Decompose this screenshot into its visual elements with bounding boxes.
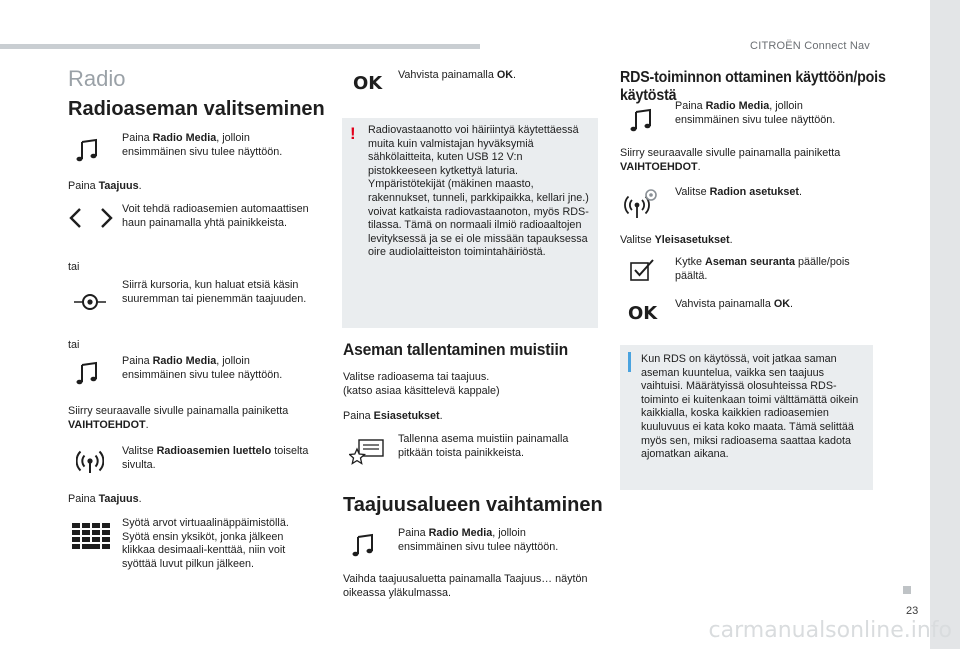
save-reference: (katso asiaa käsittelevä kappale) — [343, 385, 500, 397]
header-rule — [0, 44, 480, 49]
heading-rds: RDS-toiminnon ottaminen käyttöön/pois käytöstä — [620, 69, 886, 104]
heading-save-station: Aseman tallentaminen muistiin — [343, 340, 568, 359]
chevrons-icon — [68, 206, 116, 230]
step-confirm-ok: Vahvista painamalla OK. — [398, 69, 517, 81]
watermark: carmanualsonline.info — [708, 618, 952, 643]
step-radio-media: Paina Radio Media, jolloin ensimmäinen sivu tulee näyttöön. — [398, 527, 559, 553]
brand-label: CITROËN Connect Nav — [750, 40, 870, 52]
music-note-icon — [628, 108, 654, 134]
radio-signal-icon — [76, 447, 104, 475]
step-radio-settings: Valitse Radion asetukset. — [675, 186, 803, 198]
heading-change-band: Taajuusalueen vaihtaminen — [343, 494, 603, 516]
music-note-icon — [74, 361, 100, 387]
music-note-icon — [350, 533, 376, 559]
line-options: Siirry seuraavalle sivulle painamalla painiketta VAIHTOEHDOT. — [68, 405, 289, 431]
step-long-press-save: Tallenna asema muistiin painamalla pitkään toista painikkeista. — [398, 433, 569, 459]
step-confirm-ok: Vahvista painamalla OK. — [675, 298, 794, 310]
step-station-tracking: Kytke Aseman seuranta päälle/pois päältä. — [675, 256, 850, 282]
or-label: tai — [68, 339, 80, 351]
step-station-list: Valitse Radioasemien luettelo toiselta sivulta. — [122, 445, 309, 471]
line-presets: Paina Esiasetukset. — [343, 410, 443, 422]
section-title: Radio — [68, 66, 126, 91]
info-icon — [628, 352, 631, 372]
warning-text: Radiovastaanotto voi häiriintyä käytettäessä muita kuin valmistajan hyväksymiä sähkölaitteita, kuten USB 12 V:n pistokkeeseen kytkettyä laturia. Ympäristötekijät (mäkinen maasto, rakennukset, tunneli, parkkipaikka, kellari jne.) voivat katkaista radiovastaanoton, myös RDS-tilassa. Tämä on normaali ilmiö radioaaltojen levityksessä ja se ei ole missään tapauksessa oire audiolaitteiston toimintahäiriöstä. — [368, 124, 589, 259]
line-taajuus: Paina Taajuus. — [68, 493, 142, 505]
section-end-marker — [903, 586, 911, 594]
band-change-instruction: Vaihda taajuusaluetta painamalla Taajuus… näytön oikeassa yläkulmassa. — [343, 573, 588, 599]
step-auto-search: Voit tehdä radioasemien automaattisen haun painamalla yhtä painikkeista. — [122, 203, 309, 229]
slider-cursor-icon — [74, 290, 106, 314]
step-virtual-keyboard: Syötä arvot virtuaalinäppäimistöllä. Syötä ensin yksiköt, jonka jälkeen klikkaa desimaali-kenttää, niin voit syöttää luvut pilkun jälkeen. — [122, 517, 289, 570]
step-radio-media: Paina Radio Media, jolloin ensimmäinen sivu tulee näyttöön. — [122, 355, 283, 381]
page-edge-strip — [930, 0, 960, 649]
step-manual-search: Siirrä kursoria, kun haluat etsiä käsin suuremman tai pienemmän taajuuden. — [122, 279, 307, 305]
music-note-icon — [74, 138, 100, 164]
step-radio-media: Paina Radio Media, jolloin ensimmäinen sivu tulee näyttöön. — [122, 132, 283, 158]
warning-icon: ! — [350, 124, 356, 143]
step-radio-media: Paina Radio Media, jolloin ensimmäinen sivu tulee näyttöön. — [675, 100, 836, 126]
star-preset-icon — [349, 437, 385, 467]
checkbox-icon — [630, 258, 656, 282]
or-label: tai — [68, 261, 80, 273]
line-general-settings: Valitse Yleisasetukset. — [620, 234, 733, 246]
keypad-icon — [72, 523, 110, 551]
ok-icon: OK — [353, 73, 383, 94]
info-text: Kun RDS on käytössä, voit jatkaa saman aseman kuuntelua, vaikka sen taajuus vaihtuisi. Määrätyissä olosuhteissa RDS-toiminto ei kuitenkaan toimi välttämättä oikein kaikkialla, koska kaikkien radioasemien kuuluvuus ei kata koko maata. Tämä selittää myös sen, miksi radioasema saattaa kadota ajomatkan aikana. — [641, 353, 859, 461]
save-instruction: Valitse radioasema tai taajuus. — [343, 371, 490, 383]
line-taajuus: Paina Taajuus. — [68, 180, 142, 192]
radio-settings-icon — [624, 188, 660, 220]
page-number: 23 — [906, 605, 919, 617]
ok-icon: OK — [628, 303, 658, 324]
line-options: Siirry seuraavalle sivulle painamalla painiketta VAIHTOEHDOT. — [620, 147, 841, 173]
heading-station-select: Radioaseman valitseminen — [68, 98, 325, 120]
